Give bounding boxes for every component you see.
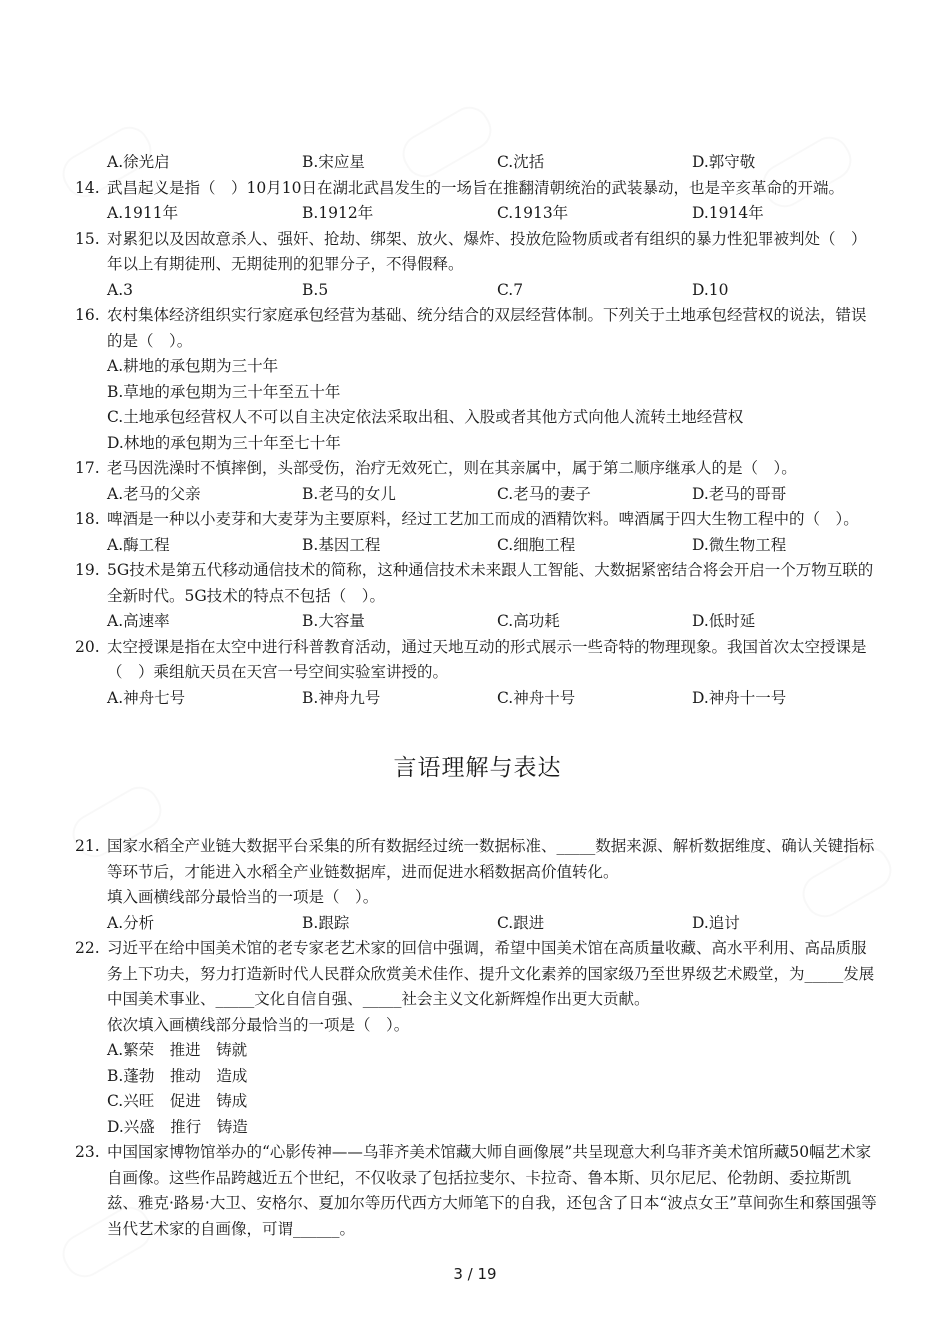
option[interactable]: B.草地的承包期为三十年至五十年	[107, 382, 341, 401]
option[interactable]: C.沈括	[497, 153, 545, 171]
question-stem: 习近平在给中国美术馆的老专家老艺术家的回信中强调，希望中国美术馆在高质量收藏、高水平利用、高品质服务上下功夫，努力打造新时代人民群众欣赏美术佳作、提升文化素养的国家级乃至世界级艺术殿堂，为_____发展中国美术事业、_____文化自信自强、_____社会主义文化新辉煌作出更大贡献。	[107, 939, 875, 1008]
question-19	[75, 558, 880, 635]
option[interactable]: D.低时延	[692, 612, 756, 630]
option[interactable]: D.追讨	[692, 913, 740, 932]
q15-options	[75, 278, 880, 304]
option[interactable]: C.神舟十号	[497, 688, 576, 707]
question-stem: 5G技术是第五代移动通信技术的简称，这种通信技术未来跟人工智能、大数据紧密结合将会开启一个万物互联的全新时代。5G技术的特点不包括（ ）。	[107, 561, 874, 605]
option[interactable]: A.酶工程	[107, 535, 170, 554]
option[interactable]: D.10	[692, 280, 729, 299]
option[interactable]: C.高功耗	[497, 612, 560, 630]
option[interactable]: C.老马的妻子	[497, 484, 591, 503]
question-number: 23.	[75, 1143, 100, 1161]
option[interactable]: D.老马的哥哥	[692, 484, 787, 503]
option[interactable]: C.1913年	[497, 204, 569, 222]
option[interactable]: D.1914年	[692, 204, 764, 222]
option[interactable]: C.土地承包经营权人不可以自主决定依法采取出租、入股或者其他方式向他人流转土地经营权	[107, 408, 744, 426]
question-number: 15.	[75, 229, 100, 248]
option[interactable]: A.耕地的承包期为三十年	[107, 357, 279, 375]
option[interactable]: B.1912年	[302, 204, 374, 222]
question-stem: 对累犯以及因故意杀人、强奸、抢劫、绑架、放火、爆炸、投放危险物质或者有组织的暴力性犯罪被判处（ ）年以上有期徒刑、无期徒刑的犯罪分子，不得假释。	[107, 229, 867, 273]
question-stem: 中国国家博物馆举办的“心影传神——乌菲齐美术馆藏大师自画像展”共呈现意大利乌菲齐美术馆所藏50幅艺术家自画像。这些作品跨越近五个世纪，不仅收录了包括拉斐尔、卡拉奇、鲁本斯、贝尔尼尼、伦勃朗、委拉斯凯兹、雅克·路易·大卫、安格尔、夏加尔等历代西方大师笔下的自我，还包含了日本“波点女王”草间弥生和蔡国强等当代艺术家的自画像，可谓______。	[107, 1143, 877, 1238]
question-14	[75, 176, 880, 227]
option[interactable]: A.老马的父亲	[107, 484, 201, 503]
option[interactable]: D.神舟十一号	[692, 688, 787, 707]
question-23	[75, 1140, 880, 1242]
q13-options	[75, 150, 880, 176]
option[interactable]: C.7	[497, 280, 524, 299]
q22-options	[75, 1038, 880, 1140]
question-stem: 农村集体经济组织实行家庭承包经营为基础、统分结合的双层经营体制。下列关于土地承包经营权的说法，错误的是（ ）。	[107, 306, 867, 350]
section-title: 言语理解与表达	[393, 755, 562, 781]
q17-options	[75, 482, 880, 508]
question-21	[75, 834, 880, 936]
option[interactable]: B.宋应星	[302, 153, 365, 171]
q19-options	[75, 609, 880, 635]
question-stem: 老马因洗澡时不慎摔倒，头部受伤，治疗无效死亡，则在其亲属中，属于第二顺序继承人的是（ ）。	[107, 459, 797, 477]
question-content	[75, 150, 880, 1242]
question-20	[75, 635, 880, 712]
question-stem: 太空授课是指在太空中进行科普教育活动，通过天地互动的形式展示一些奇特的物理现象。我国首次太空授课是（ ）乘组航天员在天宫一号空间实验室讲授的。	[107, 637, 867, 681]
option[interactable]: A.1911年	[107, 204, 179, 222]
option[interactable]: B.5	[302, 280, 329, 299]
option[interactable]: A.繁荣 推进 铸就	[107, 1041, 248, 1059]
option[interactable]: B.蓬勃 推动 造成	[107, 1066, 248, 1085]
question-number: 16.	[75, 306, 100, 324]
question-number: 19.	[75, 561, 100, 579]
option[interactable]: A.高速率	[107, 612, 170, 630]
option[interactable]: D.郭守敬	[692, 153, 756, 171]
option[interactable]: C.兴旺 促进 铸成	[107, 1092, 248, 1110]
option[interactable]: C.跟进	[497, 913, 545, 932]
question-instruction: 填入画横线部分最恰当的一项是（ ）。	[107, 888, 379, 906]
question-stem: 国家水稻全产业链大数据平台采集的所有数据经过统一数据标准、_____数据来源、解析数据维度、确认关键指标等环节后，才能进入水稻全产业链数据库，进而促进水稻数据高价值转化。	[107, 837, 875, 881]
question-number: 22.	[75, 939, 100, 957]
option[interactable]: A.3	[107, 280, 133, 299]
question-17	[75, 456, 880, 507]
option[interactable]: D.兴盛 推行 铸造	[107, 1117, 248, 1136]
question-number: 18.	[75, 510, 100, 528]
q14-options	[75, 201, 880, 227]
question-number: 14.	[75, 178, 100, 197]
option[interactable]: A.神舟七号	[107, 688, 186, 707]
question-15	[75, 227, 880, 304]
option[interactable]: D.林地的承包期为三十年至七十年	[107, 433, 341, 452]
option[interactable]: A.徐光启	[107, 153, 170, 171]
question-22	[75, 936, 880, 1140]
option[interactable]: D.微生物工程	[692, 535, 787, 554]
option[interactable]: B.基因工程	[302, 535, 381, 554]
question-stem: 武昌起义是指（ ）10月10日在湖北武昌发生的一场旨在推翻清朝统治的武装暴动，也是辛亥革命的开端。	[107, 178, 844, 197]
question-number: 21.	[75, 837, 100, 855]
q18-options	[75, 533, 880, 559]
question-stem: 啤酒是一种以小麦芽和大麦芽为主要原料，经过工艺加工而成的酒精饮料。啤酒属于四大生物工程中的（ ）。	[107, 510, 859, 528]
page-number: 3 / 19	[453, 1265, 497, 1283]
option[interactable]: C.细胞工程	[497, 535, 576, 554]
option[interactable]: B.老马的女儿	[302, 484, 396, 503]
question-16	[75, 303, 880, 456]
option[interactable]: A.分析	[107, 913, 155, 932]
question-number: 20.	[75, 637, 100, 656]
question-instruction: 依次填入画横线部分最恰当的一项是（ ）。	[107, 1015, 410, 1034]
question-18	[75, 507, 880, 558]
option[interactable]: B.跟踪	[302, 913, 350, 932]
option[interactable]: B.大容量	[302, 612, 365, 630]
q20-options	[75, 686, 880, 712]
question-number: 17.	[75, 459, 100, 477]
option[interactable]: B.神舟九号	[302, 688, 381, 707]
q21-options	[75, 911, 880, 937]
